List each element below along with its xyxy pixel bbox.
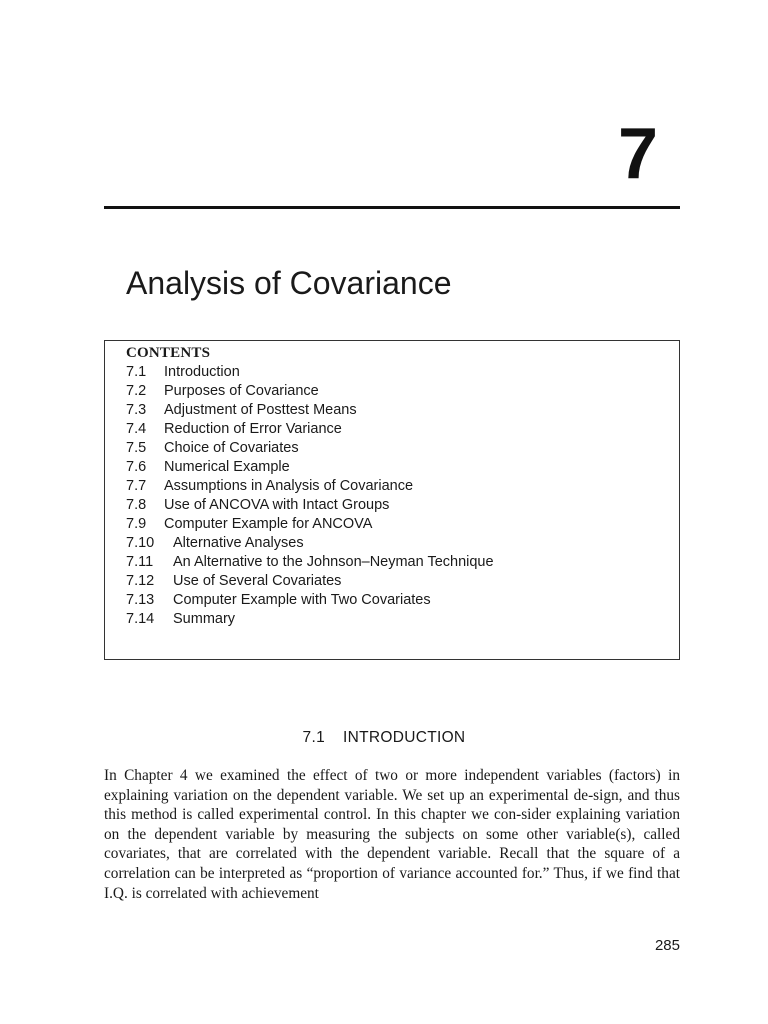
chapter-title: Analysis of Covariance: [126, 265, 452, 301]
toc-item-number: 7.10: [126, 535, 155, 551]
toc-item: [126, 382, 494, 401]
toc-item-label: Alternative Analyses: [173, 535, 304, 551]
toc-item-label: Computer Example for ANCOVA: [164, 516, 373, 532]
section-heading: [0, 729, 768, 747]
toc-item-number: 7.4: [126, 421, 147, 437]
toc-item-number: 7.3: [126, 402, 147, 418]
toc-item-number: 7.8: [126, 497, 147, 513]
toc-item-number: 7.13: [126, 592, 155, 608]
toc-item: [126, 458, 494, 477]
toc-item: [126, 534, 494, 553]
toc-item-number: 7.14: [126, 611, 155, 627]
toc-item-number: 7.6: [126, 459, 147, 475]
toc-item-label: Choice of Covariates: [164, 440, 299, 456]
toc-item: [126, 477, 494, 496]
section-number: 7.1: [302, 729, 325, 746]
chapter-number: 7: [617, 114, 658, 194]
toc-item-number: 7.1: [126, 364, 147, 380]
toc-item: [126, 591, 494, 610]
toc-item: [126, 496, 494, 515]
toc-item: [126, 572, 494, 591]
page-number: 285: [654, 937, 680, 954]
toc-list: [126, 363, 494, 629]
toc-item: [126, 553, 494, 572]
body-paragraph: In Chapter 4 we examined the effect of two or more independent variables (factors) in explaining variation on the dependent variable. We set up an experimental de-sign, and thus this method is called experimental control. In this chapter we con-sider explaining variation on the dependent variable by measuring the subjects on some other variable(s), called covariates, that are correlated with the dependent variable. Recall that the square of a correlation can be interpreted as “proportion of variance accounted for.” Thus, if we find that I.Q. is correlated with achievement: [104, 767, 680, 902]
toc-item-label: Use of Several Covariates: [173, 573, 342, 589]
toc-item: [126, 439, 494, 458]
toc-item-label: Numerical Example: [164, 459, 290, 475]
contents-box: [104, 340, 680, 660]
toc-item-label: Introduction: [164, 364, 240, 380]
toc-item-label: Adjustment of Posttest Means: [164, 402, 357, 418]
toc-item-number: 7.5: [126, 440, 147, 456]
toc-item: [126, 363, 494, 382]
toc-item-label: Assumptions in Analysis of Covariance: [164, 478, 414, 494]
toc-item: [126, 610, 494, 629]
toc-item-label: Reduction of Error Variance: [164, 421, 342, 437]
toc-item-number: 7.9: [126, 516, 147, 532]
contents-heading: CONTENTS: [126, 345, 211, 361]
section-title: INTRODUCTION: [343, 729, 466, 746]
toc-item-label: An Alternative to the Johnson–Neyman Technique: [173, 554, 494, 570]
toc-item-label: Summary: [173, 611, 236, 627]
toc-item: [126, 515, 494, 534]
toc-item-number: 7.12: [126, 573, 155, 589]
toc-item-number: 7.11: [126, 554, 154, 570]
toc-item-label: Use of ANCOVA with Intact Groups: [164, 497, 390, 513]
toc-item-label: Purposes of Covariance: [164, 383, 319, 399]
toc-item-label: Computer Example with Two Covariates: [173, 592, 431, 608]
toc-item-number: 7.7: [126, 478, 147, 494]
toc-item: [126, 420, 494, 439]
toc-item: [126, 401, 494, 420]
toc-item-number: 7.2: [126, 383, 147, 399]
chapter-rule: [104, 206, 680, 209]
